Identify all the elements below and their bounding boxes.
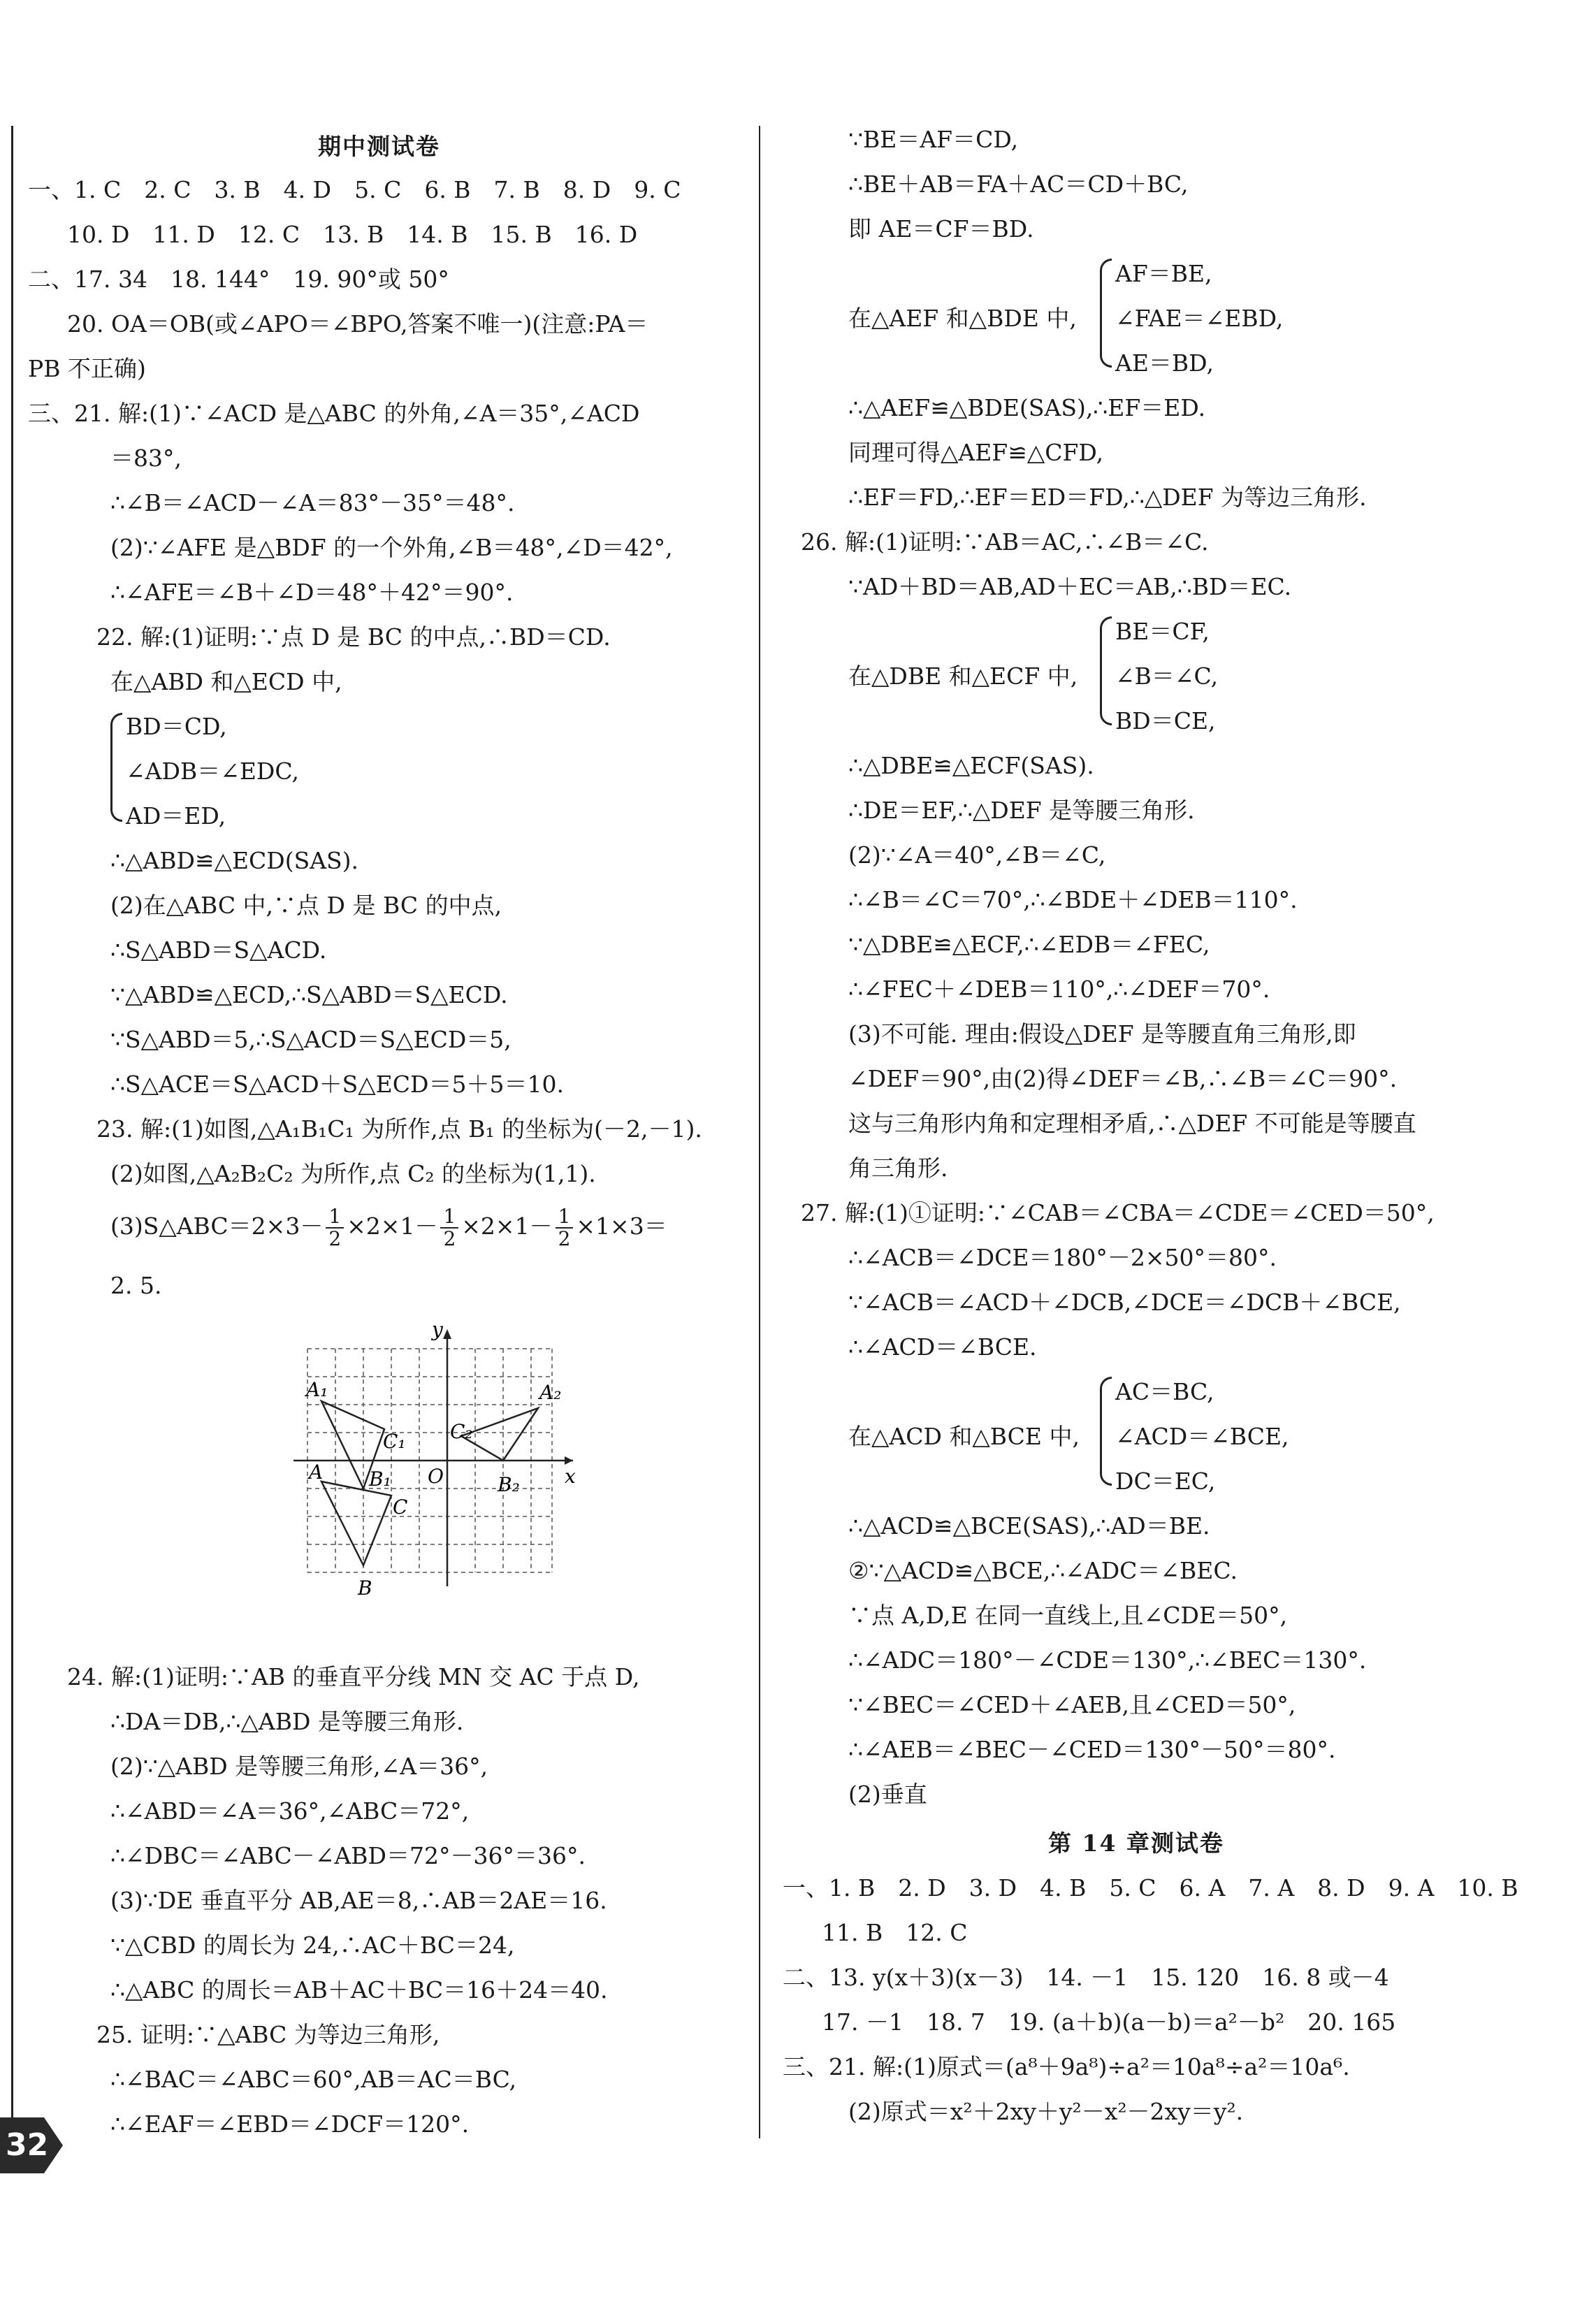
answer-line: (2)原式＝x²＋2xy＋y²－x²－2xy＝y². <box>848 2098 1244 2125</box>
answer-line: ∴S△ABD＝S△ACD. <box>110 936 327 964</box>
figure-label: O <box>428 1465 444 1488</box>
answer-line: 22. 解:(1)证明:∵点 D 是 BC 的中点,∴BD＝CD. <box>96 623 611 651</box>
answer-line: (2)∵△ABD 是等腰三角形,∠A＝36°, <box>110 1753 488 1780</box>
answer-line: ∠ACD＝∠BCE, <box>1115 1423 1289 1450</box>
section-title-midterm: 期中测试卷 <box>318 133 440 160</box>
answer-line: ∠ADB＝∠EDC, <box>126 758 299 785</box>
coordinate-grid-figure <box>273 1321 594 1628</box>
answer-line: 在△DBE 和△ECF 中, <box>848 662 1078 690</box>
fraction-half: $\frac{1}{2}$ <box>326 1206 344 1249</box>
answer-line: ∴△ABD≌△ECD(SAS). <box>110 847 359 874</box>
answer-line: ∴EF＝FD,∴EF＝ED＝FD,∴△DEF 为等边三角形. <box>848 484 1367 511</box>
left-border-line <box>11 126 13 2138</box>
answer-line: 23. 解:(1)如图,△A₁B₁C₁ 为所作,点 B₁ 的坐标为(－2,－1). <box>96 1115 702 1143</box>
answer-line: ∴△AEF≌△BDE(SAS),∴EF＝ED. <box>848 394 1206 421</box>
answer-line: ∵点 A,D,E 在同一直线上,且∠CDE＝50°, <box>848 1602 1288 1629</box>
figure-label: B₁ <box>369 1468 391 1491</box>
answer-line: ∠DEF＝90°,由(2)得∠DEF＝∠B,∴∠B＝∠C＝90°. <box>848 1065 1398 1092</box>
answer-line: 26. 解:(1)证明:∵AB＝AC,∴∠B＝∠C. <box>801 528 1209 556</box>
answer-line: 在△AEF 和△BDE 中, <box>848 305 1077 332</box>
figure-label: C₂ <box>450 1420 473 1443</box>
answer-line: ∵AD＋BD＝AB,AD＋EC＝AB,∴BD＝EC. <box>848 573 1292 600</box>
answer-line: ∴S△ACE＝S△ACD＋S△ECD＝5＋5＝10. <box>110 1071 564 1098</box>
answer-line: 17. －1 18. 7 19. (a＋b)(a－b)＝a²－b² 20. 165 <box>822 2008 1396 2036</box>
answer-line: 25. 证明:∵△ABC 为等边三角形, <box>96 2021 440 2048</box>
answer-line: ＝83°, <box>110 444 182 472</box>
area-formula-line <box>110 1202 667 1251</box>
answer-line: ∴BE＋AB＝FA＋AC＝CD＋BC, <box>848 171 1189 198</box>
answer-line: ∵BE＝AF＝CD, <box>848 126 1019 153</box>
answer-line: 三、21. 解:(1)原式＝(a⁸＋9a⁸)÷a²＝10a⁸÷a²＝10a⁶. <box>783 2053 1350 2080</box>
answer-line: ∴DE＝EF,∴△DEF 是等腰三角形. <box>848 797 1195 824</box>
column-divider <box>759 126 760 2138</box>
answer-line: ∵S△ABD＝5,∴S△ACD＝S△ECD＝5, <box>110 1026 512 1053</box>
answer-line: ∴∠DBC＝∠ABC－∠ABD＝72°－36°＝36°. <box>110 1842 586 1869</box>
answer-line: ∴∠B＝∠ACD－∠A＝83°－35°＝48°. <box>110 489 515 516</box>
answer-line: 一、1. C 2. C 3. B 4. D 5. C 6. B 7. B 8. D 9. C <box>28 176 681 203</box>
answer-line: ∴∠AEB＝∠BEC－∠CED＝130°－50°＝80°. <box>848 1736 1336 1763</box>
answer-line: BD＝CE, <box>1115 707 1216 734</box>
answer-line: 10. D 11. D 12. C 13. B 14. B 15. B 16. D <box>67 221 638 248</box>
formula-part: ×1×3＝ <box>576 1212 667 1240</box>
answer-line: ∴∠ACD＝∠BCE. <box>848 1333 1037 1361</box>
answer-line: ∵△ABD≌△ECD,∴S△ABD＝S△ECD. <box>110 981 508 1008</box>
answer-line: ∴△ACD≌△BCE(SAS),∴AD＝BE. <box>848 1512 1210 1540</box>
answer-line: ∴∠EAF＝∠EBD＝∠DCF＝120°. <box>110 2110 470 2138</box>
formula-part: ×2×1－ <box>461 1212 553 1240</box>
fraction-half: $\frac{1}{2}$ <box>556 1206 574 1249</box>
formula-part: (3)S△ABC＝2×3－ <box>110 1212 324 1240</box>
figure-label: C <box>393 1495 408 1519</box>
answer-line: 11. B 12. C <box>822 1919 968 1946</box>
answer-line: 角三角形. <box>848 1154 948 1182</box>
figure-label: A <box>309 1461 324 1484</box>
answer-line: (2)在△ABC 中,∵点 D 是 BC 的中点, <box>110 892 502 919</box>
answer-line: ∴△ABC 的周长＝AB＋AC＋BC＝16＋24＝40. <box>110 1976 608 2004</box>
answer-line: ∠FAE＝∠EBD, <box>1115 305 1284 332</box>
answer-line: AC＝BC, <box>1115 1378 1214 1405</box>
answer-line: (2)∵∠AFE 是△BDF 的一个外角,∠B＝48°,∠D＝42°, <box>110 534 673 561</box>
answer-line: ∠B＝∠C, <box>1115 662 1219 690</box>
answer-line: 24. 解:(1)证明:∵AB 的垂直平分线 MN 交 AC 于点 D, <box>67 1663 640 1690</box>
equation-brace <box>1100 616 1112 725</box>
answer-line: PB 不正确) <box>28 355 146 382</box>
answer-line: ∴∠B＝∠C＝70°,∴∠BDE＋∠DEB＝110°. <box>848 886 1298 913</box>
answer-line: 2. 5. <box>110 1272 162 1299</box>
answer-line: 即 AE＝CF＝BD. <box>848 215 1034 242</box>
answer-line: ∴△DBE≌△ECF(SAS). <box>848 752 1094 779</box>
answer-line: BD＝CD, <box>126 713 227 740</box>
answer-line: 一、1. B 2. D 3. D 4. B 5. C 6. A 7. A 8. D 9. A 10. B <box>783 1874 1518 1902</box>
answer-line: 二、13. y(x＋3)(x－3) 14. －1 15. 120 16. 8 或－4 <box>783 1964 1389 1991</box>
answer-line: ∴∠FEC＋∠DEB＝110°,∴∠DEF＝70°. <box>848 976 1270 1003</box>
figure-label: A₁ <box>306 1378 328 1401</box>
answer-line: (2)垂直 <box>848 1781 927 1808</box>
equation-brace <box>110 713 122 822</box>
page-number: 32 <box>6 2127 49 2163</box>
answer-line: 20. OA＝OB(或∠APO＝∠BPO,答案不唯一)(注意:PA＝ <box>67 310 648 338</box>
answer-line: (2)如图,△A₂B₂C₂ 为所作,点 C₂ 的坐标为(1,1). <box>110 1160 596 1187</box>
figure-label: x <box>565 1465 576 1488</box>
equation-brace <box>1100 259 1112 368</box>
answer-line: ∵△CBD 的周长为 24,∴AC＋BC＝24, <box>110 1932 515 1959</box>
answer-line: 三、21. 解:(1)∵∠ACD 是△ABC 的外角,∠A＝35°,∠ACD <box>28 400 640 427</box>
figure-label: C₁ <box>383 1430 406 1453</box>
answer-line: ∴∠ABD＝∠A＝36°,∠ABC＝72°, <box>110 1797 470 1825</box>
answer-line: 同理可得△AEF≌△CFD, <box>848 439 1104 466</box>
fraction-half: $\frac{1}{2}$ <box>440 1206 458 1249</box>
answer-line: ∵∠ACB＝∠ACD＋∠DCB,∠DCE＝∠DCB＋∠BCE, <box>848 1289 1401 1316</box>
answer-line: (3)∵DE 垂直平分 AB,AE＝8,∴AB＝2AE＝16. <box>110 1887 607 1914</box>
answer-line: ②∵△ACD≌△BCE,∴∠ADC＝∠BEC. <box>848 1557 1238 1584</box>
answer-line: ∴∠AFE＝∠B＋∠D＝48°＋42°＝90°. <box>110 579 514 606</box>
answer-line: AE＝BD, <box>1115 349 1214 377</box>
figure-label: B₂ <box>498 1473 520 1496</box>
figure-label: y <box>432 1321 443 1341</box>
answer-line: ∴∠ADC＝180°－∠CDE＝130°,∴∠BEC＝130°. <box>848 1646 1367 1674</box>
answer-line: BE＝CF, <box>1115 618 1210 645</box>
answer-line: 在△ACD 和△BCE 中, <box>848 1423 1080 1450</box>
section-title-chapter14: 第 14 章测试卷 <box>1048 1830 1224 1857</box>
answer-line: ∵△DBE≌△ECF,∴∠EDB＝∠FEC, <box>848 931 1210 958</box>
answer-line: 二、17. 34 18. 144° 19. 90°或 50° <box>28 266 449 293</box>
answer-line: ∴∠BAC＝∠ABC＝60°,AB＝AC＝BC, <box>110 2066 517 2093</box>
figure-label: B <box>358 1577 372 1600</box>
answer-line: (2)∵∠A＝40°,∠B＝∠C, <box>848 841 1106 869</box>
answer-line: AD＝ED, <box>126 802 226 830</box>
answer-line: (3)不可能. 理由:假设△DEF 是等腰直角三角形,即 <box>848 1020 1356 1048</box>
answer-line: 这与三角形内角和定理相矛盾,∴△DEF 不可能是等腰直 <box>848 1110 1416 1137</box>
formula-part: ×2×1－ <box>347 1212 438 1240</box>
equation-brace <box>1100 1377 1112 1486</box>
answer-line: 在△ABD 和△ECD 中, <box>110 668 342 695</box>
answer-line: ∴DA＝DB,∴△ABD 是等腰三角形. <box>110 1708 464 1735</box>
figure-label: A₂ <box>539 1381 562 1404</box>
answer-line: DC＝EC, <box>1115 1468 1216 1495</box>
answer-line: AF＝BE, <box>1115 260 1212 287</box>
answer-line: ∴∠ACB＝∠DCE＝180°－2×50°＝80°. <box>848 1244 1277 1271</box>
answer-line: 27. 解:(1)①证明:∵∠CAB＝∠CBA＝∠CDE＝∠CED＝50°, <box>801 1199 1435 1226</box>
answer-line: ∵∠BEC＝∠CED＋∠AEB,且∠CED＝50°, <box>848 1691 1296 1718</box>
